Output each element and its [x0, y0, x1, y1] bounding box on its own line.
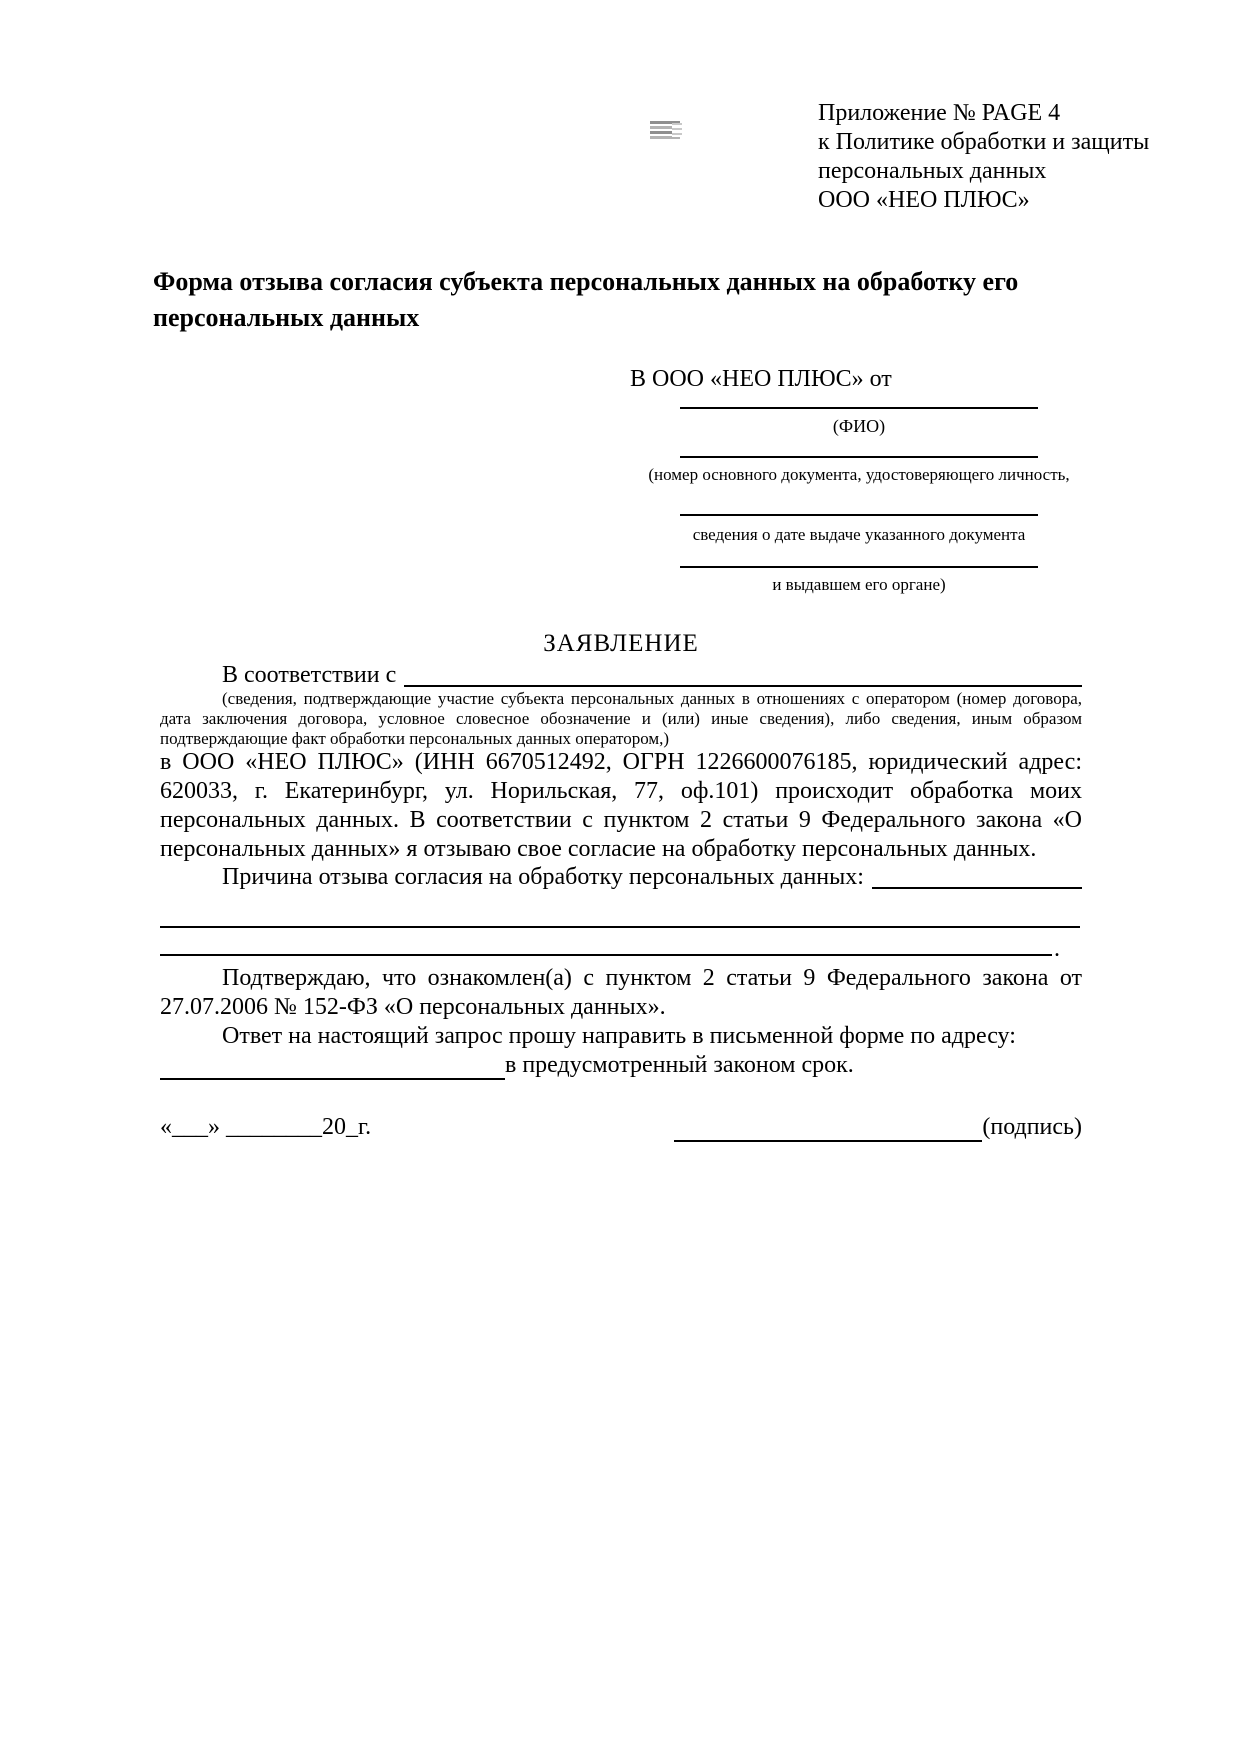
- reply-address-row: [160, 1050, 1082, 1080]
- intro-row: [160, 661, 1082, 690]
- form-title: Форма отзыва согласия субъекта персональных данных на обработку его персональных данных: [153, 267, 1019, 332]
- issue-date-field-line[interactable]: [680, 514, 1038, 516]
- date-blank-line[interactable]: «___» ________20_г.: [160, 1114, 372, 1140]
- fio-caption: (ФИО): [832, 416, 886, 436]
- fio-field-line[interactable]: [680, 407, 1038, 409]
- document-number-caption: (номер основного документа, удостоверяющего личность,: [648, 465, 1070, 484]
- line-terminator-period: .: [1054, 936, 1060, 962]
- issuing-authority-caption: и выдавшем его органе): [772, 575, 946, 594]
- reason-label: Причина отзыва согласия на обработку персональных данных:: [222, 864, 864, 890]
- appendix-line-1: Приложение № PAGE 4: [818, 100, 1061, 126]
- first-line-indent: [160, 661, 222, 690]
- signature-field-line[interactable]: [674, 1112, 982, 1142]
- reason-continuation-line-1[interactable]: [160, 926, 1080, 928]
- reason-field-line[interactable]: [872, 863, 1082, 889]
- signature-caption: (подпись): [982, 1114, 1082, 1140]
- appendix-line-3: персональных данных: [818, 158, 1047, 184]
- reason-continuation-line-2[interactable]: [160, 954, 1052, 956]
- reply-suffix: в предусмотренный законом срок.: [505, 1052, 854, 1078]
- addressee-line: В ООО «НЕО ПЛЮС» от: [630, 366, 892, 392]
- reply-request-paragraph: Ответ на настоящий запрос прошу направить в письменной форме по адресу:: [222, 1023, 1016, 1049]
- appendix-header: [818, 99, 1149, 215]
- basis-note: (сведения, подтверждающие участие субъекта персональных данных в отношениях с оператором (номер договора, дата заключения договора, условное словесное обозначение и (или) иные сведения), либо сведения, иным образом подтверждающие факт обработки персональных данных оператором,): [160, 689, 1082, 748]
- reason-row: [160, 863, 1082, 892]
- issue-date-caption: сведения о дате выдаче указанного документа: [692, 525, 1026, 544]
- reply-address-field-line[interactable]: [160, 1050, 505, 1080]
- first-line-indent: [160, 863, 222, 892]
- statement-heading: ЗАЯВЛЕНИЕ: [543, 630, 699, 657]
- confirmation-paragraph: Подтверждаю, что ознакомлен(а) с пунктом 2 статьи 9 Федерального закона от 27.07.2006 № 152-ФЗ «О персональных данных».: [160, 965, 1082, 1020]
- basis-field-line[interactable]: [404, 661, 1082, 687]
- document-number-field-line[interactable]: [680, 456, 1038, 458]
- statement-body: в ООО «НЕО ПЛЮС» (ИНН 6670512492, ОГРН 1226600076185, юридический адрес: 620033, г. Екатеринбург, ул. Норильская, 77, оф.101) происходит обработка моих персональных данных. В соответствии с пунктом 2 статьи 9 Федерального закона «О персональных данных» я отзываю свое согласие на обработку персональных данных.: [160, 749, 1082, 862]
- appendix-line-2: к Политике обработки и защиты: [818, 129, 1150, 155]
- date-signature-row: [160, 1112, 1082, 1142]
- embedded-object-icon: [650, 121, 680, 141]
- footer-spacer: [371, 1112, 674, 1142]
- intro-prefix: В соответствии с: [222, 662, 397, 688]
- appendix-line-4: ООО «НЕО ПЛЮС»: [818, 187, 1030, 213]
- issuing-authority-field-line[interactable]: [680, 566, 1038, 568]
